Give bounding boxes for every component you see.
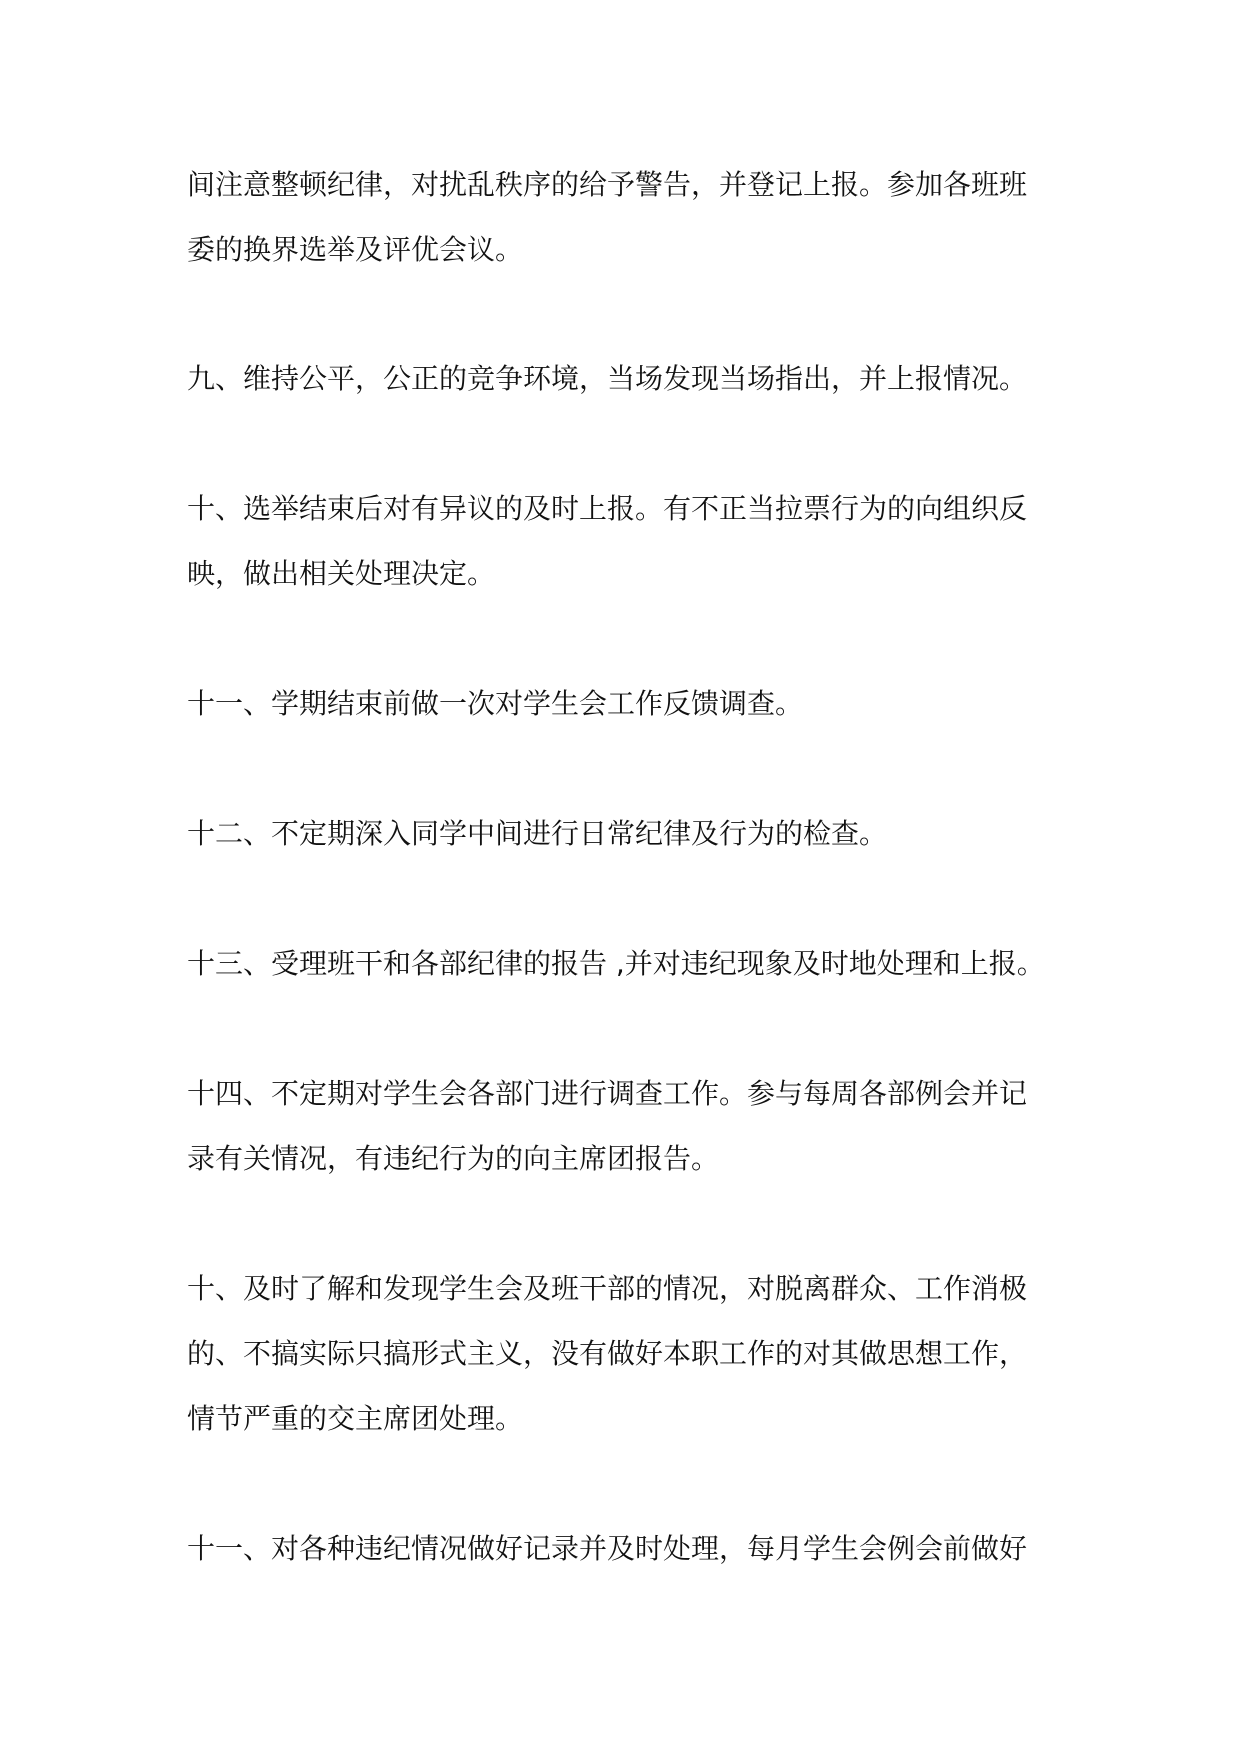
paragraph-2 <box>187 346 1087 411</box>
paragraph-7-line-1: 十四、不定期对学生会各部门进行调查工作。参与每周各部例会并记 <box>187 1077 1028 1110</box>
paragraph-3 <box>187 476 1087 606</box>
paragraph-6 <box>187 931 1087 996</box>
paragraph-1-line-2: 委的换界选举及评优会议。 <box>187 233 524 266</box>
paragraph-7 <box>187 1061 1087 1191</box>
paragraph-3-line-2: 映，做出相关处理决定。 <box>187 557 496 590</box>
paragraph-1-line-1: 间注意整顿纪律，对扰乱秩序的给予警告，并登记上报。参加各班班 <box>187 168 1028 201</box>
paragraph-2-line-1: 九、维持公平，公正的竞争环境，当场发现当场指出，并上报情况。 <box>187 362 1028 395</box>
paragraph-8-line-2: 的、不搞实际只搞形式主义，没有做好本职工作的对其做思想工作， <box>187 1337 1028 1370</box>
paragraph-9-line-1: 十一、对各种违纪情况做好记录并及时处理，每月学生会例会前做好 <box>187 1532 1028 1565</box>
paragraph-6-line-1: 十三、受理班干和各部纪律的报告 ,并对违纪现象及时地处理和上报。 <box>187 947 1045 980</box>
paragraph-9 <box>187 1516 1087 1581</box>
paragraph-1 <box>187 152 1087 282</box>
paragraph-4-line-1: 十一、学期结束前做一次对学生会工作反馈调查。 <box>187 687 804 720</box>
paragraph-5 <box>187 801 1087 866</box>
paragraph-8 <box>187 1256 1087 1451</box>
paragraph-8-line-1: 十、及时了解和发现学生会及班干部的情况，对脱离群众、工作消极 <box>187 1272 1028 1305</box>
paragraph-8-line-3: 情节严重的交主席团处理。 <box>187 1402 524 1435</box>
paragraph-5-line-1: 十二、不定期深入同学中间进行日常纪律及行为的检查。 <box>187 817 888 850</box>
paragraph-7-line-2: 录有关情况，有违纪行为的向主席团报告。 <box>187 1142 720 1175</box>
paragraph-3-line-1: 十、选举结束后对有异议的及时上报。有不正当拉票行为的向组织反 <box>187 492 1028 525</box>
paragraph-4 <box>187 671 1087 736</box>
